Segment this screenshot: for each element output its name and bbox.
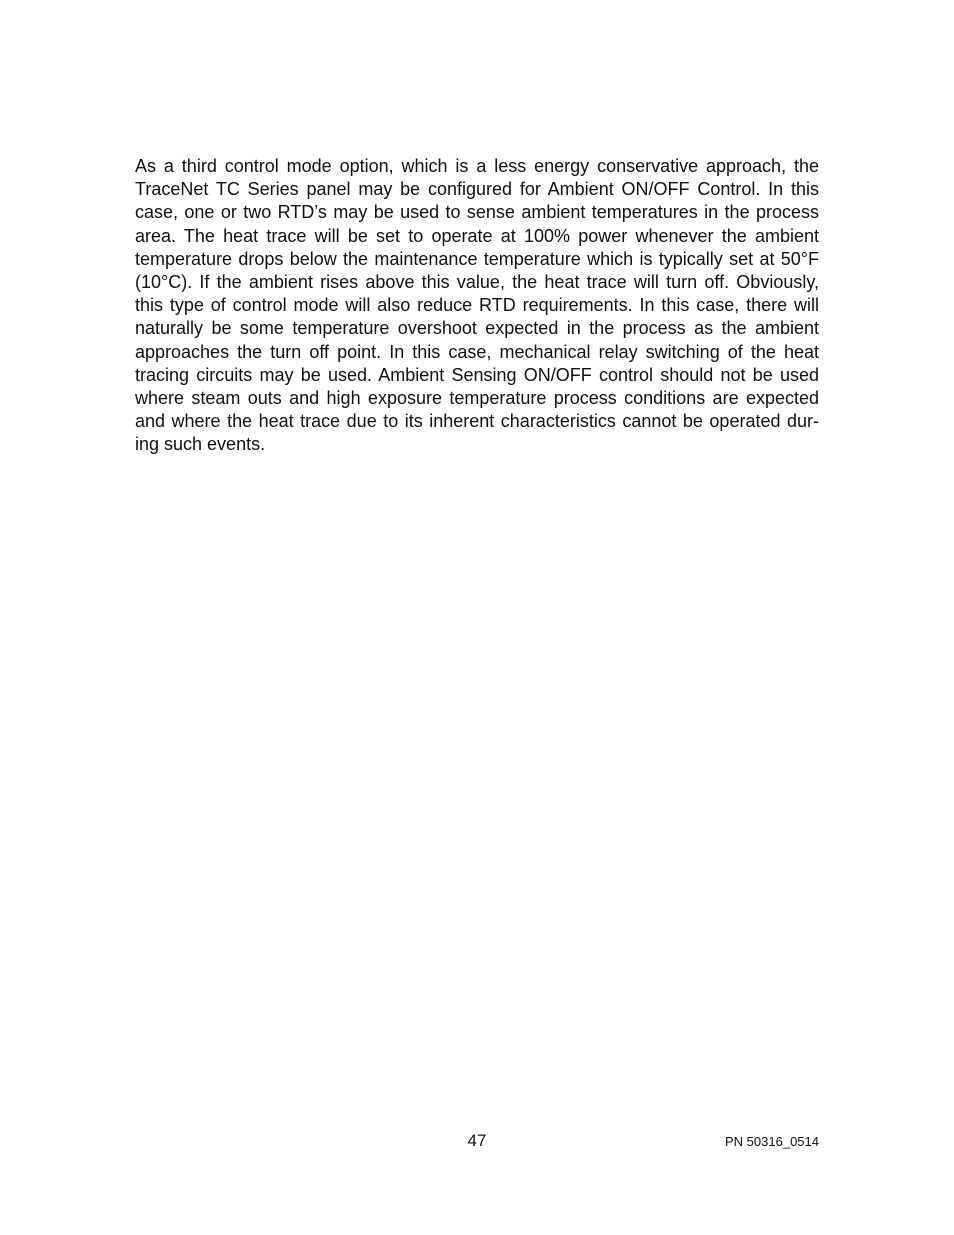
paragraph-line: naturally be some temperature overshoot expected in the process as the ambient (135, 318, 819, 339)
paragraph-line: and where the heat trace due to its inherent characteristics cannot be operated dur- (135, 411, 819, 432)
body-paragraph (135, 155, 819, 457)
paragraph-line: where steam outs and high exposure temperature process conditions are expected (135, 388, 819, 409)
paragraph-line: this type of control mode will also reduce RTD requirements. In this case, there will (135, 295, 819, 316)
paragraph-line: ing such events. (135, 434, 266, 455)
paragraph-line: As a third control mode option, which is a less energy conservative approach, the (135, 156, 819, 176)
paragraph-line: tracing circuits may be used. Ambient Sensing ON/OFF control should not be used (135, 364, 819, 385)
paragraph-line: temperature drops below the maintenance temperature which is typically set at 50°F (135, 248, 819, 269)
paragraph-line: area. The heat trace will be set to operate at 100% power whenever the ambient (135, 225, 819, 246)
page-number: 47 (467, 1131, 487, 1150)
paragraph-line: TraceNet TC Series panel may be configured for Ambient ON/OFF Control. In this (135, 179, 819, 200)
paragraph-line: (10°C). If the ambient rises above this value, the heat trace will turn off. Obviously, (135, 272, 819, 293)
paragraph-line: approaches the turn off point. In this case, mechanical relay switching of the heat (135, 341, 819, 362)
paragraph-line: case, one or two RTD’s may be used to sense ambient temperatures in the process (135, 202, 819, 223)
part-number: PN 50316_0514 (725, 1134, 819, 1149)
